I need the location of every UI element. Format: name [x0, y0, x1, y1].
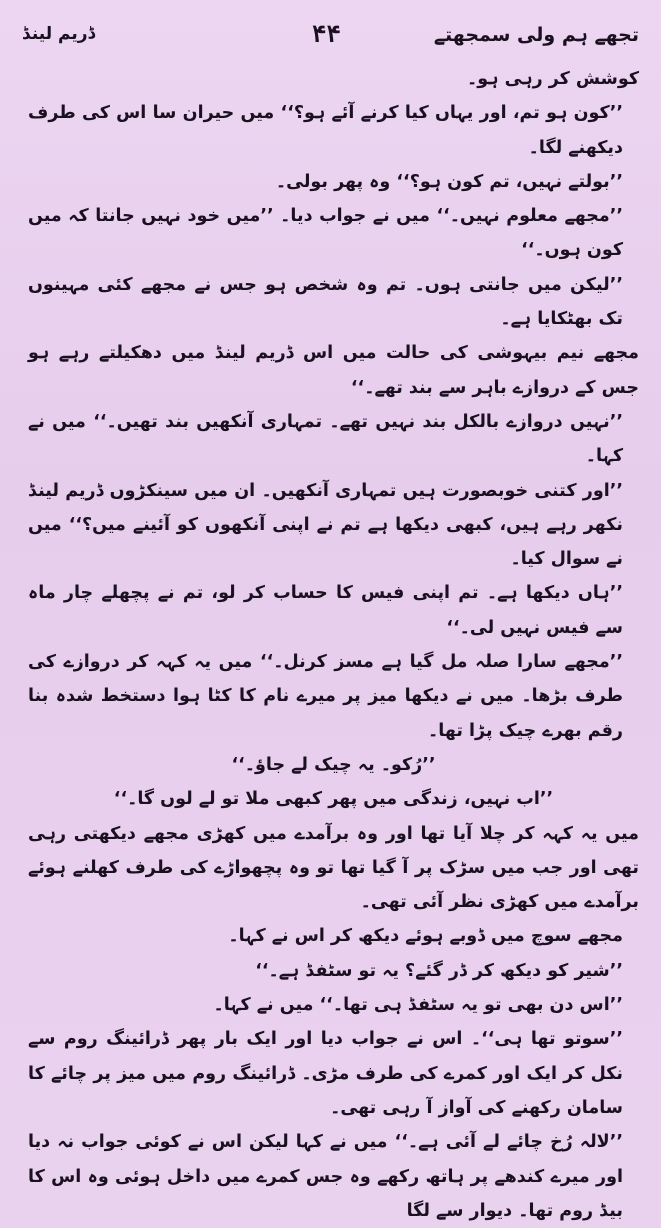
page-header [22, 18, 639, 58]
paragraph: ’’لالہ رُخ چائے لے آئی ہے۔‘‘ میں نے کہا لیکن اس نے کوئی جواب نہ دیا اور میرے کندھے پر ہاتھ رکھے وہ جس کمرے میں داخل ہوئی وہ اس کا بیڈ روم تھا۔ دیوار سے لگا [28, 1132, 623, 1221]
paragraph: ’’رُکو۔ یہ چیک لے جاؤ۔‘‘ [231, 754, 436, 775]
paragraph: ’’سوتو تھا ہی‘‘۔ اس نے جواب دیا اور ایک بار پھر ڈرائینگ روم سے نکل کر ایک اور کمرے کی طرف مڑی۔ ڈرائینگ روم میں میز پر چائے کا سامان رکھنے کی آواز آ رہی تھی۔ [28, 1029, 623, 1118]
paragraph: ’’اور کتنی خوبصورت ہیں تمہاری آنکھیں۔ ان میں سینکڑوں ڈریم لینڈ نکھر رہے ہیں، کبھی دیکھا ہے تم نے اپنی آنکھوں کو آئینے میں؟‘‘ میں نے سوال کیا۔ [28, 480, 623, 570]
paragraph: مجھے نیم بیہوشی کی حالت میں اس ڈریم لینڈ میں دھکیلتے رہے ہو جس کے دروازے باہر سے بند تھے۔‘‘ [28, 343, 639, 398]
paragraph: ’’شیر کو دیکھ کر ڈر گئے؟ یہ تو سٹفڈ ہے۔‘‘ [255, 960, 623, 981]
paragraph: ’’مجھے سارا صلہ مل گیا ہے مسز کرنل۔‘‘ میں یہ کہہ کر دروازے کی طرف بڑھا۔ میں نے دیکھا میز پر میرے نام کا کٹا ہوا دستخط شدہ بنا رقم بھرے چیک پڑا تھا۔ [28, 652, 623, 741]
paragraph: کوشش کر رہی ہو۔ [467, 69, 639, 89]
paragraph: ’’اس دن بھی تو یہ سٹفڈ ہی تھا۔‘‘ میں نے کہا۔ [213, 995, 623, 1016]
paragraph: ’’لیکن میں جانتی ہوں۔ تم وہ شخص ہو جس نے مجھے کئی مہینوں تک بھٹکایا ہے۔ [28, 274, 623, 330]
paragraph: میں یہ کہہ کر چلا آیا تھا اور وہ برآمدے میں کھڑی مجھے دیکھتی رہی تھی اور جب میں سڑک پر آ گیا تھا تو وہ پچھواڑے کی طرف کھلنے ہوئے برآمدے میں کھڑی نظر آئی تھی۔ [28, 823, 639, 913]
paragraph: مجھے سوچ میں ڈوبے ہوئے دیکھ کر اس نے کہا۔ [228, 926, 623, 947]
chapter-title: ڈریم لینڈ [22, 24, 96, 44]
paragraph: ’’مجھے معلوم نہیں۔‘‘ میں نے جواب دیا۔ ’’میں خود نہیں جانتا کہ میں کون ہوں۔‘‘ [28, 206, 623, 261]
paragraph: ’’نہیں دروازے بالکل بند نہیں تھے۔ تمہاری آنکھیں بند تھیں۔‘‘ میں نے کہا۔ [28, 411, 623, 467]
page-body [28, 62, 639, 1221]
paragraph: ’’بولتے نہیں، تم کون ہو؟‘‘ وہ پھر بولی۔ [275, 171, 623, 192]
book-title: تجھے ہم ولی سمجھتے [433, 24, 639, 46]
paragraph: ’’کون ہو تم، اور یہاں کیا کرنے آئے ہو؟‘‘ میں حیران سا اس کی طرف دیکھنے لگا۔ [28, 103, 623, 158]
page-number: ۴۴ [312, 20, 341, 48]
paragraph: ’’ہاں دیکھا ہے۔ تم اپنی فیس کا حساب کر لو، تم نے پچھلے چار ماہ سے فیس نہیں لی۔‘‘ [28, 583, 623, 638]
paragraph: ’’اب نہیں، زندگی میں پھر کبھی ملا تو لے لوں گا۔‘‘ [113, 789, 554, 810]
